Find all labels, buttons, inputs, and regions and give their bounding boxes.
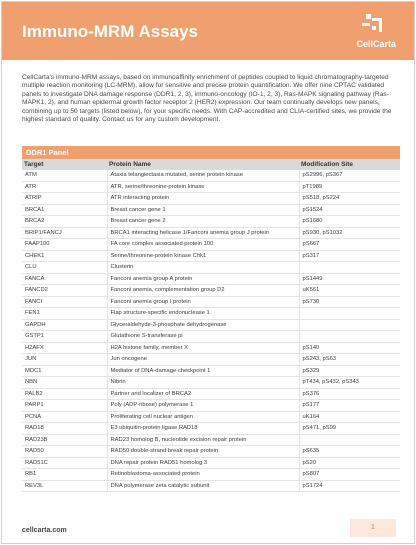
table-row — [22, 446, 400, 458]
table-row — [22, 308, 400, 320]
cell-protein-name: Glyceraldehyde-3-phosphate dehydrogenase — [107, 319, 299, 331]
cell-protein-name: Fanconi anemia, complementation group D2 — [107, 285, 299, 297]
cell-modification-site: pS930, pS1032 — [299, 227, 400, 239]
cell-modification-site: pS807 — [299, 469, 400, 481]
page-number: 1 — [350, 519, 396, 537]
cell-target: MDC1 — [22, 365, 107, 377]
logo-text: CellCarta — [356, 39, 396, 49]
cell-protein-name: ATR interacting protein — [107, 193, 299, 205]
cell-modification-site: pS177 — [299, 400, 400, 412]
table-row — [22, 469, 400, 481]
cell-target: BRIP1/FANCJ — [22, 227, 107, 239]
cell-modification-site: pS667 — [299, 239, 400, 251]
column-header-protein-name: Protein Name — [107, 159, 299, 170]
table-row — [22, 250, 400, 262]
cell-target: PCNA — [22, 411, 107, 423]
cell-protein-name: Clusterin — [107, 262, 299, 274]
cell-target: JUN — [22, 354, 107, 366]
table-row — [22, 331, 400, 343]
cell-modification-site: pS1680 — [299, 216, 400, 228]
cell-target: PALB2 — [22, 388, 107, 400]
cell-target: ATR — [22, 181, 107, 193]
cell-protein-name: Poly (ADP-ribose) polymerase 1 — [107, 400, 299, 412]
table-row — [22, 423, 400, 435]
cell-target: CHEK1 — [22, 250, 107, 262]
cell-modification-site: uK164 — [299, 411, 400, 423]
table-row — [22, 239, 400, 251]
cell-target: FANCA — [22, 273, 107, 285]
panel-title: DDR1 Panel — [22, 146, 400, 159]
table-row — [22, 411, 400, 423]
table-row — [22, 170, 400, 182]
cell-target: FANCD2 — [22, 285, 107, 297]
page-title: Immuno-MRM Assays — [22, 22, 199, 41]
cell-protein-name: RAD50 double-strand break repair protein — [107, 446, 299, 458]
table-row — [22, 434, 400, 446]
table-row — [22, 319, 400, 331]
table-row — [22, 354, 400, 366]
cell-protein-name: E3 ubiquitin-protein ligase RAD18 — [107, 423, 299, 435]
cell-modification-site — [299, 331, 400, 343]
cell-modification-site — [299, 308, 400, 320]
cell-modification-site: pS140 — [299, 342, 400, 354]
table-row — [22, 285, 400, 297]
cell-protein-name: BRCA1 interacting helicase 1/Fanconi anemia group J protein — [107, 227, 299, 239]
cell-modification-site: pS518, pS224 — [299, 193, 400, 205]
cell-target: ATRIP — [22, 193, 107, 205]
table-row — [22, 216, 400, 228]
cell-target: BRCA2 — [22, 216, 107, 228]
logo-mark-icon — [362, 14, 386, 36]
cell-protein-name: Ataxia telangiectasia mutated, serine protein kinase — [107, 170, 299, 182]
cell-target: CLU — [22, 262, 107, 274]
cell-target: GSTP1 — [22, 331, 107, 343]
cell-protein-name: DNA polymerase zeta catalytic subunit — [107, 480, 299, 492]
cell-modification-site: pS243, pS63 — [299, 354, 400, 366]
cell-modification-site: pS317 — [299, 250, 400, 262]
cell-protein-name: ATR, serine/threonine-protein kinase — [107, 181, 299, 193]
cell-target: FEN1 — [22, 308, 107, 320]
table-row — [22, 457, 400, 469]
cell-target: FANCI — [22, 296, 107, 308]
table-row — [22, 273, 400, 285]
cell-target: ATM — [22, 170, 107, 182]
column-header-target: Target — [22, 159, 107, 170]
cell-target: RAD23B — [22, 434, 107, 446]
intro-paragraph: CellCarta's immuno-MRM assays, based on immunoaffinity enrichment of peptides coupled to liquid chromatography-targeted multiple reaction monitoring (LC-MRM), allow for sensitive and precise protein quantification. We offer nine CPTAC validated panels to investigate DNA damage response (DDR1, 2, 3), immuno-oncology (IO-1, 2, 3), Ras-MAPK signaling pathway (Ras-MAPK1, 2), and human epidermal growth factor receptor 2 (HER2) expression. Our team continually develops new panels, combining up to 50 targets (listed below), for your specific needs. With CAP-accredited and CLIA-certified sites, we provide the highest standard of quality. Contact us for any custom development. — [22, 74, 392, 124]
cell-protein-name: Fanconi anemia group A protein — [107, 273, 299, 285]
column-header-modification-site: Modification Site — [299, 159, 400, 170]
cell-protein-name: Breast cancer gene 1 — [107, 204, 299, 216]
cell-modification-site — [299, 262, 400, 274]
cell-modification-site: pS635 — [299, 446, 400, 458]
targets-table — [22, 159, 400, 492]
cell-target: RAD18 — [22, 423, 107, 435]
table-row — [22, 388, 400, 400]
cell-protein-name: Proliferating cell nuclear antigen — [107, 411, 299, 423]
cell-protein-name: Jun oncogene — [107, 354, 299, 366]
cell-modification-site: pS1449 — [299, 273, 400, 285]
table-row — [22, 204, 400, 216]
table-row — [22, 365, 400, 377]
cell-target: FAAP100 — [22, 239, 107, 251]
cell-protein-name: Breast cancer gene 2 — [107, 216, 299, 228]
cell-protein-name: Glutathione S-transferase pi — [107, 331, 299, 343]
cell-modification-site: pS1524 — [299, 204, 400, 216]
header-banner — [2, 2, 414, 60]
cell-protein-name: DNA repair protein RAD51 homolog 3 — [107, 457, 299, 469]
cell-modification-site: pT1989 — [299, 181, 400, 193]
table-header-row — [22, 159, 400, 170]
footer-url[interactable]: cellcarta.com — [22, 527, 67, 534]
cellcarta-logo — [344, 14, 396, 54]
cell-protein-name: RAD23 homolog B, nucleotide excision repair protein — [107, 434, 299, 446]
cell-protein-name: Partner and localizer of BRCA2 — [107, 388, 299, 400]
cell-target: RAD51C — [22, 457, 107, 469]
cell-protein-name: Fanconi anemia group I protein — [107, 296, 299, 308]
document-page — [1, 1, 415, 544]
table-row — [22, 480, 400, 492]
cell-protein-name: Mediator of DNA-damage checkpoint 1 — [107, 365, 299, 377]
cell-protein-name: Nibrin — [107, 377, 299, 389]
table-row — [22, 342, 400, 354]
table-row — [22, 400, 400, 412]
cell-target: PARP1 — [22, 400, 107, 412]
cell-target: GAPDH — [22, 319, 107, 331]
table-row — [22, 181, 400, 193]
cell-target: H2AFX — [22, 342, 107, 354]
table-row — [22, 262, 400, 274]
cell-protein-name: Flap structure-specific endonuclease 1 — [107, 308, 299, 320]
cell-modification-site: pT434, pS432, pS343 — [299, 377, 400, 389]
cell-protein-name: Retinoblastoma-associated protein — [107, 469, 299, 481]
cell-target: BRCA1 — [22, 204, 107, 216]
cell-modification-site: pS1724 — [299, 480, 400, 492]
cell-target: NBN — [22, 377, 107, 389]
cell-protein-name: FA core complex associated protein 100 — [107, 239, 299, 251]
cell-target: RAD50 — [22, 446, 107, 458]
cell-modification-site: pS20 — [299, 457, 400, 469]
cell-modification-site: pS329 — [299, 365, 400, 377]
cell-protein-name: H2A histone family, member X — [107, 342, 299, 354]
cell-modification-site: pS2996, pS367 — [299, 170, 400, 182]
cell-modification-site: pS471, pS99 — [299, 423, 400, 435]
table-row — [22, 377, 400, 389]
cell-modification-site: pS376 — [299, 388, 400, 400]
table-row — [22, 296, 400, 308]
cell-protein-name: Serine/threonine-protein kinase Chk1 — [107, 250, 299, 262]
table-row — [22, 227, 400, 239]
cell-target: REV3L — [22, 480, 107, 492]
cell-modification-site: pS730 — [299, 296, 400, 308]
ddr1-panel — [22, 146, 400, 492]
table-row — [22, 193, 400, 205]
cell-modification-site: uK561 — [299, 285, 400, 297]
cell-modification-site — [299, 434, 400, 446]
cell-target: RB1 — [22, 469, 107, 481]
cell-modification-site — [299, 319, 400, 331]
